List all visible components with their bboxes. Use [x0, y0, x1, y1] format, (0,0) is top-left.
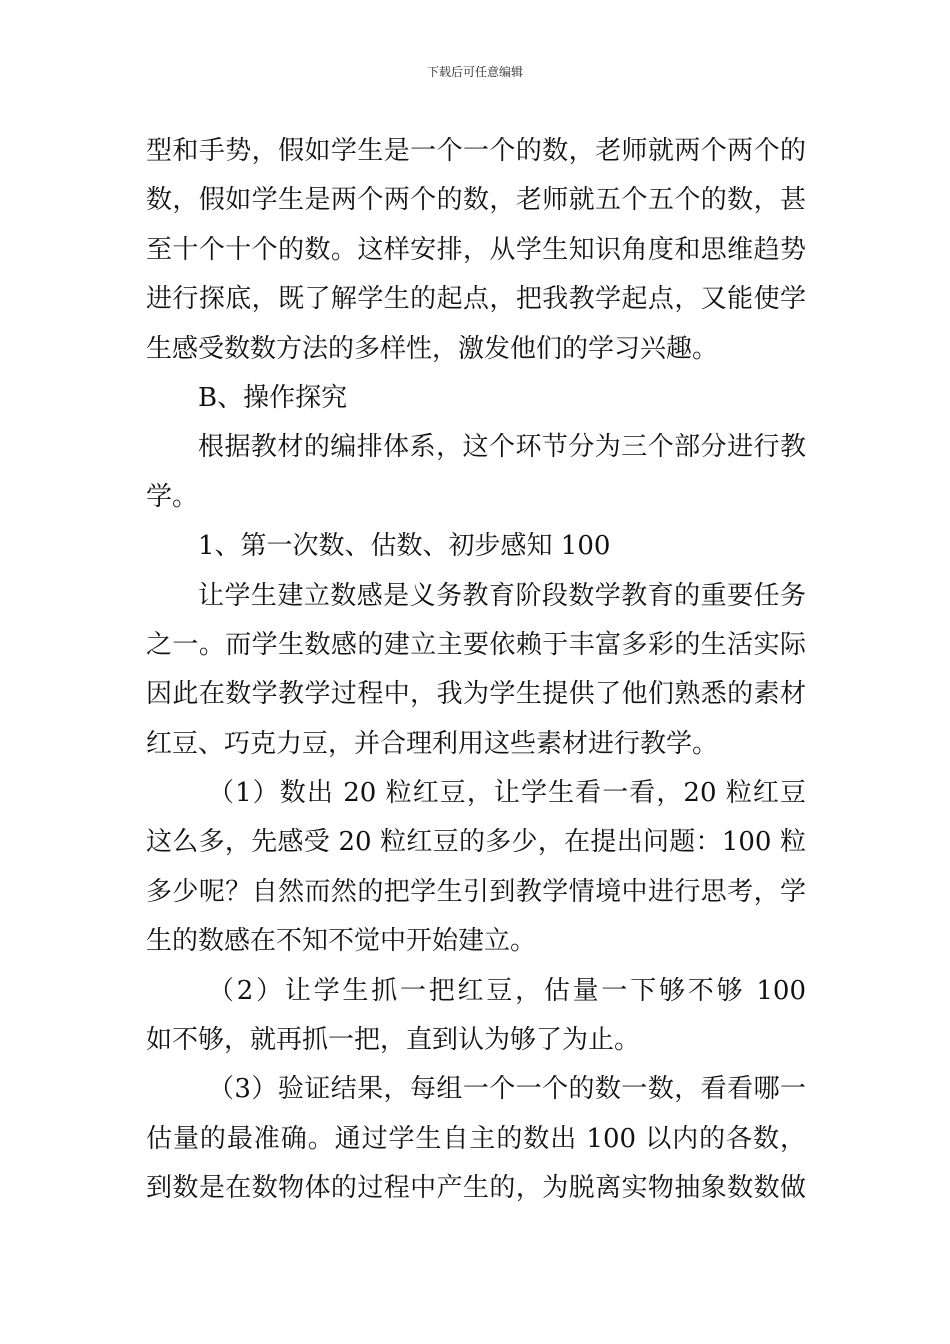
- text-line: 进行探底，既了解学生的起点，把我教学起点，又能使学: [146, 284, 806, 315]
- text-line: 数，假如学生是两个两个的数，老师就五个五个的数，甚: [146, 185, 806, 216]
- page-header: 下载后可任意编辑: [426, 65, 523, 79]
- text-line: （2）让学生抓一把红豆，估量一下够不够 100: [208, 975, 806, 1006]
- text-line: 因此在数学教学过程中，我为学生提供了他们熟悉的素材: [146, 679, 806, 710]
- text-line: （3）验证结果，每组一个一个的数一数，看看哪一: [208, 1074, 806, 1105]
- text-line: 红豆、巧克力豆，并合理利用这些素材进行教学。: [146, 728, 719, 759]
- text-line: 生感受数数方法的多样性，激发他们的学习兴趣。: [146, 333, 719, 364]
- body-text: [146, 127, 806, 1214]
- text-line: 估量的最准确。通过学生自主的数出 100 以内的各数，: [146, 1123, 806, 1154]
- text-line: 多少呢？自然而然的把学生引到教学情境中进行思考，学: [146, 876, 806, 907]
- text-line: 根据教材的编排体系，这个环节分为三个部分进行教: [198, 432, 806, 463]
- text-line: 型和手势，假如学生是一个一个的数，老师就两个两个的: [146, 136, 806, 166]
- text-line: 让学生建立数感是义务教育阶段数学教育的重要任务: [198, 580, 806, 611]
- text-line: 这么多，先感受 20 粒红豆的多少，在提出问题：100 粒: [146, 827, 806, 858]
- text-line: 到数是在数物体的过程中产生的，为脱离实物抽象数数做: [146, 1173, 806, 1204]
- section-heading: B、操作探究: [198, 382, 348, 413]
- text-line: （1）数出 20 粒红豆，让学生看一看，20 粒红豆: [208, 778, 806, 809]
- text-line: 至十个十个的数。这样安排，从学生知识角度和思维趋势: [146, 234, 806, 265]
- text-line: 之一。而学生数感的建立主要依赖于丰富多彩的生活实际: [146, 629, 806, 660]
- text-line: 生的数感在不知不觉中开始建立。: [146, 926, 537, 957]
- subsection-heading: 1、第一次数、估数、初步感知 100: [198, 531, 611, 562]
- text-line: 学。: [146, 481, 199, 512]
- text-line: 如不够，就再抓一把，直到认为够了为止。: [146, 1025, 641, 1056]
